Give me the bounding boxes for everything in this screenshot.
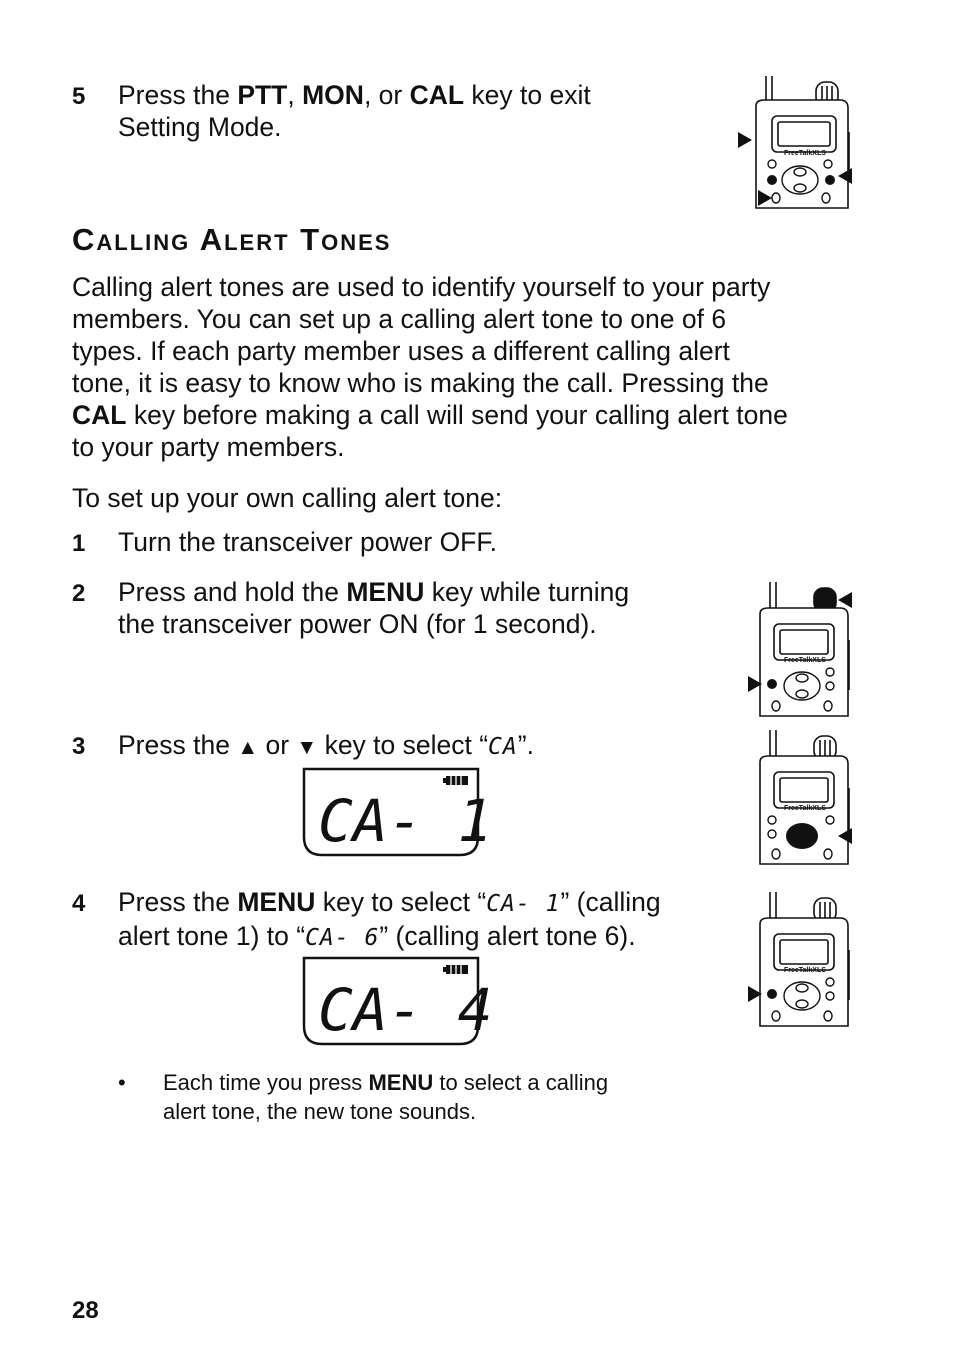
intro-paragraph: Calling alert tones are used to identify yourself to your party members. You can set up a calling alert tone to one of 6 types. If each party member uses a different calling alert tone, it is easy to know who is making the call. Pressing the CAL key before making a call will send your calling alert tone to your party members. bbox=[72, 272, 788, 462]
page-number: 28 bbox=[72, 1297, 99, 1324]
down-arrow-icon: ▼ bbox=[296, 736, 318, 759]
step-3-number: 3 bbox=[72, 733, 86, 760]
radio-3-brand: FreeTalkXLS bbox=[784, 805, 826, 812]
radio-1-brand: FreeTalkXLS bbox=[784, 150, 826, 157]
battery-icon bbox=[443, 776, 468, 785]
menu-pointer-icon bbox=[838, 592, 852, 608]
note-text: Each time you press MENU to select a calling alert tone, the new tone sounds. bbox=[163, 1070, 609, 1124]
radio-illustration-up-down bbox=[748, 728, 858, 868]
ptt-pointer-icon bbox=[738, 132, 752, 148]
radio-illustration-exit bbox=[736, 72, 856, 212]
up-arrow-icon: ▲ bbox=[237, 736, 259, 759]
radio-illustration-menu-select bbox=[748, 890, 858, 1030]
lcd-2-text: CA- 4 bbox=[318, 976, 493, 1044]
radio-2-brand: FreeTalkXLS bbox=[784, 657, 826, 664]
battery-icon bbox=[443, 965, 468, 974]
step-2-number: 2 bbox=[72, 580, 86, 607]
step-4-text: Press the MENU key to select “CA- 1” (calling alert tone 1) to “CA- 6” (calling alert tone 6). bbox=[118, 887, 661, 951]
step-4-number: 4 bbox=[72, 890, 86, 917]
lcd-display-ca-4 bbox=[300, 956, 493, 1046]
step-2-text: Press and hold the MENU key while turning the transceiver power ON (for 1 second). bbox=[118, 577, 630, 639]
lcd-1-text: CA- 1 bbox=[318, 787, 493, 855]
setup-lead: To set up your own calling alert tone: bbox=[72, 483, 503, 513]
step-1-text: Turn the transceiver power OFF. bbox=[118, 527, 497, 557]
radio-illustration-menu-power bbox=[748, 580, 858, 720]
lcd-display-ca-1 bbox=[300, 767, 493, 857]
step-1-number: 1 bbox=[72, 530, 86, 557]
step-5-number: 5 bbox=[72, 83, 86, 110]
section-title: Calling Alert Tones bbox=[72, 222, 392, 257]
step-5-text: Press the PTT, MON, or CAL key to exit Setting Mode. bbox=[118, 80, 591, 142]
radio-4-brand: FreeTalkXLS bbox=[784, 967, 826, 974]
note-bullet: • bbox=[118, 1070, 126, 1095]
step-3-text: Press the ▲ or ▼ key to select “CA”. bbox=[118, 730, 534, 760]
